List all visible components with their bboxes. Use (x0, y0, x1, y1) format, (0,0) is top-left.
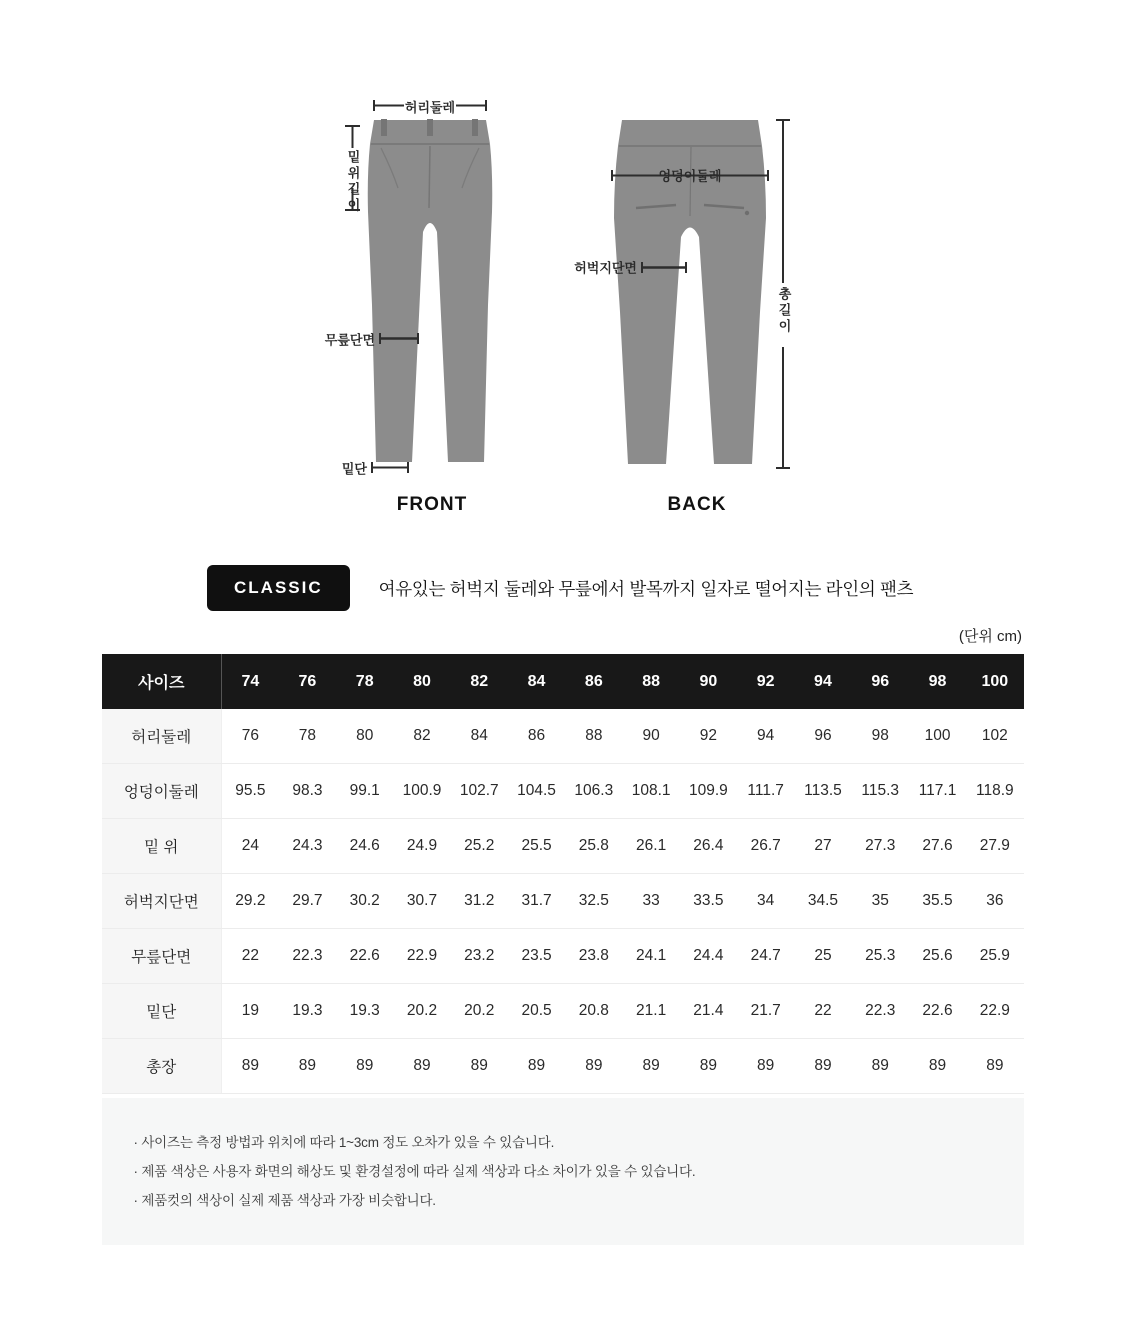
front-pants-shape (368, 119, 493, 462)
measurement-value-cell: 30.7 (393, 874, 450, 929)
measurement-value-cell: 25.2 (451, 819, 508, 874)
measurement-row-label: 밑 위 (102, 819, 222, 874)
measurement-value-cell: 22.6 (336, 929, 393, 984)
size-column-header: 80 (393, 654, 450, 709)
measurement-row (102, 1039, 1024, 1094)
measurement-value-cell: 89 (508, 1039, 565, 1094)
measurement-value-cell: 31.7 (508, 874, 565, 929)
measurement-value-cell: 94 (737, 709, 794, 764)
measurement-value-cell: 26.7 (737, 819, 794, 874)
size-column-header: 76 (279, 654, 336, 709)
measurement-value-cell: 20.2 (451, 984, 508, 1039)
measurement-value-cell: 84 (451, 709, 508, 764)
pants-diagram-illustration (0, 0, 1125, 545)
measurement-value-cell: 25.9 (966, 929, 1023, 984)
measurement-value-cell: 102 (966, 709, 1023, 764)
measurement-value-cell: 24.9 (393, 819, 450, 874)
fit-description-row (207, 565, 1125, 611)
measurement-value-cell: 20.2 (393, 984, 450, 1039)
notes-box (102, 1098, 1024, 1245)
measurement-value-cell: 89 (565, 1039, 622, 1094)
measurement-value-cell: 26.4 (680, 819, 737, 874)
size-table-header-row (102, 654, 1024, 709)
back-length-measure-label: 총길이 (776, 287, 792, 335)
unit-label: (단위 cm) (958, 628, 1022, 645)
measurement-value-cell: 80 (336, 709, 393, 764)
measurement-value-cell: 22.9 (393, 929, 450, 984)
size-column-header: 92 (737, 654, 794, 709)
measurement-value-cell: 30.2 (336, 874, 393, 929)
size-column-header: 84 (508, 654, 565, 709)
measurement-value-cell: 19.3 (279, 984, 336, 1039)
measurement-value-cell: 34 (737, 874, 794, 929)
measurement-row (102, 874, 1024, 929)
measurement-row (102, 984, 1024, 1039)
size-column-header: 78 (336, 654, 393, 709)
size-column-header: 94 (794, 654, 851, 709)
size-column-header: 88 (622, 654, 679, 709)
measurement-value-cell: 86 (508, 709, 565, 764)
back-hip-measure-label: 엉덩이둘레 (658, 168, 722, 184)
measurement-value-cell: 89 (393, 1039, 450, 1094)
measurement-row (102, 819, 1024, 874)
measurement-value-cell: 24.6 (336, 819, 393, 874)
measurement-value-cell: 21.4 (680, 984, 737, 1039)
measurement-value-cell: 108.1 (622, 764, 679, 819)
measurement-value-cell: 118.9 (966, 764, 1023, 819)
measurement-value-cell: 22 (222, 929, 279, 984)
back-thigh-measure-label: 허벅지단면 (574, 260, 637, 276)
measurement-value-cell: 78 (279, 709, 336, 764)
measurement-value-cell: 102.7 (451, 764, 508, 819)
measurement-value-cell: 21.7 (737, 984, 794, 1039)
measurement-value-cell: 32.5 (565, 874, 622, 929)
measurement-value-cell: 89 (336, 1039, 393, 1094)
measurement-value-cell: 89 (737, 1039, 794, 1094)
measurement-value-cell: 76 (222, 709, 279, 764)
measurement-row-label: 밑단 (102, 984, 222, 1039)
back-view-caption: BACK (667, 494, 727, 515)
measurement-value-cell: 29.7 (279, 874, 336, 929)
measurement-value-cell: 104.5 (508, 764, 565, 819)
measurement-value-cell: 113.5 (794, 764, 851, 819)
size-column-header: 90 (680, 654, 737, 709)
measurement-value-cell: 89 (451, 1039, 508, 1094)
measurement-value-cell: 22.6 (909, 984, 966, 1039)
measurement-value-cell: 20.8 (565, 984, 622, 1039)
measurement-value-cell: 24.4 (680, 929, 737, 984)
measurement-row (102, 929, 1024, 984)
measurement-value-cell: 96 (794, 709, 851, 764)
measurement-value-cell: 89 (909, 1039, 966, 1094)
measurement-value-cell: 25.5 (508, 819, 565, 874)
measurement-value-cell: 88 (565, 709, 622, 764)
measurement-value-cell: 24.3 (279, 819, 336, 874)
measurement-value-cell: 106.3 (565, 764, 622, 819)
measurement-row-label: 총장 (102, 1039, 222, 1094)
measurement-row-label: 무릎단면 (102, 929, 222, 984)
measurement-value-cell: 89 (794, 1039, 851, 1094)
measurement-value-cell: 117.1 (909, 764, 966, 819)
measurement-value-cell: 33 (622, 874, 679, 929)
front-view-caption: FRONT (396, 494, 468, 515)
measurement-value-cell: 35 (852, 874, 909, 929)
measurement-value-cell: 27.6 (909, 819, 966, 874)
measurement-row (102, 709, 1024, 764)
measurement-value-cell: 22 (794, 984, 851, 1039)
measurement-value-cell: 99.1 (336, 764, 393, 819)
size-column-header: 100 (966, 654, 1023, 709)
measurement-value-cell: 36 (966, 874, 1023, 929)
measurement-value-cell: 89 (966, 1039, 1023, 1094)
size-column-header: 98 (909, 654, 966, 709)
measurement-value-cell: 33.5 (680, 874, 737, 929)
measurement-value-cell: 98.3 (279, 764, 336, 819)
fit-description-text: 여유있는 허벅지 둘레와 무릎에서 발목까지 일자로 떨어지는 라인의 팬츠 (378, 578, 914, 599)
measurement-value-cell: 20.5 (508, 984, 565, 1039)
measurement-value-cell: 92 (680, 709, 737, 764)
measurement-row-label: 허리둘레 (102, 709, 222, 764)
measurement-value-cell: 100.9 (393, 764, 450, 819)
measurement-value-cell: 22.3 (279, 929, 336, 984)
measurement-value-cell: 29.2 (222, 874, 279, 929)
measurement-value-cell: 26.1 (622, 819, 679, 874)
measurement-value-cell: 27.3 (852, 819, 909, 874)
size-column-header: 74 (222, 654, 279, 709)
size-column-header: 86 (565, 654, 622, 709)
measurement-value-cell: 89 (622, 1039, 679, 1094)
measurement-value-cell: 95.5 (222, 764, 279, 819)
front-waist-measure-label: 허리둘레 (404, 100, 456, 115)
measurement-value-cell: 22.3 (852, 984, 909, 1039)
size-table-body (102, 709, 1024, 1094)
note-item: · 사이즈는 측정 방법과 위치에 따라 1~3cm 정도 오차가 있을 수 있습니다. (133, 1135, 555, 1150)
front-hem-measure-label: 밑단 (341, 461, 367, 477)
measurement-diagram-section (0, 0, 1125, 545)
measurement-value-cell: 109.9 (680, 764, 737, 819)
measurement-value-cell: 27 (794, 819, 851, 874)
measurement-value-cell: 25.3 (852, 929, 909, 984)
size-column-header: 82 (451, 654, 508, 709)
measurement-value-cell: 100 (909, 709, 966, 764)
measurement-value-cell: 115.3 (852, 764, 909, 819)
front-rise-measure-label: 밑위길이 (345, 150, 361, 214)
measurement-value-cell: 98 (852, 709, 909, 764)
measurement-value-cell: 27.9 (966, 819, 1023, 874)
measurement-value-cell: 89 (852, 1039, 909, 1094)
front-knee-measure-label: 무릎단면 (324, 332, 375, 348)
fit-badge: CLASSIC (207, 565, 350, 611)
measurement-row-label: 허벅지단면 (102, 874, 222, 929)
measurement-value-cell: 19.3 (336, 984, 393, 1039)
size-column-header: 96 (852, 654, 909, 709)
measurement-value-cell: 19 (222, 984, 279, 1039)
measurement-value-cell: 89 (279, 1039, 336, 1094)
measurement-value-cell: 89 (222, 1039, 279, 1094)
note-item: · 제품 색상은 사용자 화면의 해상도 및 환경설정에 따라 실제 색상과 다소 차이가 있을 수 있습니다. (133, 1164, 696, 1180)
size-header-label: 사이즈 (102, 654, 222, 709)
measurement-value-cell: 22.9 (966, 984, 1023, 1039)
measurement-value-cell: 24 (222, 819, 279, 874)
measurement-value-cell: 24.7 (737, 929, 794, 984)
measurement-value-cell: 34.5 (794, 874, 851, 929)
measurement-row (102, 764, 1024, 819)
measurement-value-cell: 25.6 (909, 929, 966, 984)
measurement-row-label: 엉덩이둘레 (102, 764, 222, 819)
measurement-value-cell: 21.1 (622, 984, 679, 1039)
measurement-value-cell: 35.5 (909, 874, 966, 929)
measurement-value-cell: 23.5 (508, 929, 565, 984)
measurement-value-cell: 111.7 (737, 764, 794, 819)
size-table-head (102, 654, 1024, 709)
measurement-value-cell: 24.1 (622, 929, 679, 984)
measurement-value-cell: 89 (680, 1039, 737, 1094)
size-table (102, 654, 1024, 1094)
measurement-value-cell: 25.8 (565, 819, 622, 874)
note-item: · 제품컷의 색상이 실제 제품 색상과 가장 비슷합니다. (133, 1193, 436, 1209)
measurement-value-cell: 23.2 (451, 929, 508, 984)
measurement-value-cell: 23.8 (565, 929, 622, 984)
measurement-value-cell: 82 (393, 709, 450, 764)
measurement-value-cell: 25 (794, 929, 851, 984)
measurement-value-cell: 31.2 (451, 874, 508, 929)
measurement-value-cell: 90 (622, 709, 679, 764)
